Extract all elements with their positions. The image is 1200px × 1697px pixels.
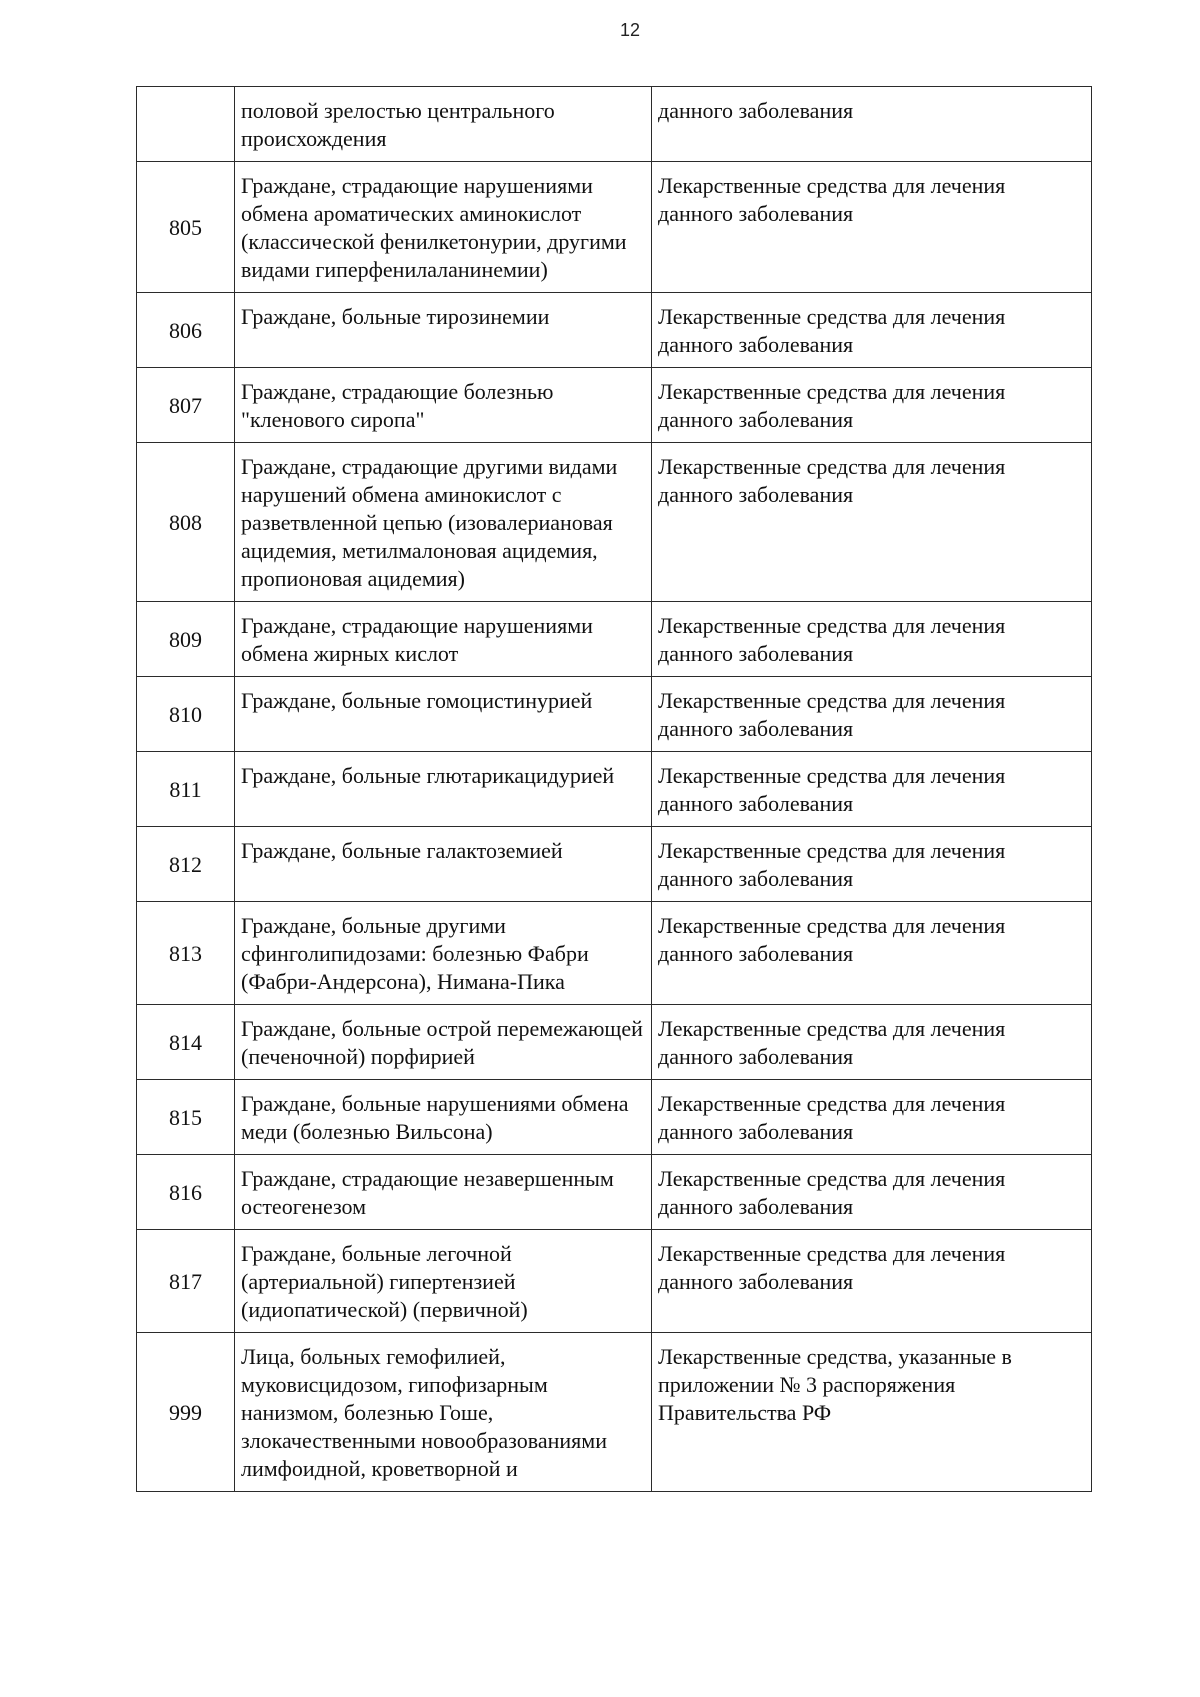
table-row [137, 293, 1092, 368]
row-code: 810 [137, 677, 235, 752]
benefits-table [136, 86, 1092, 1492]
row-code: 809 [137, 602, 235, 677]
row-code: 806 [137, 293, 235, 368]
row-code: 813 [137, 902, 235, 1005]
row-drugs: Лекарственные средства для лечения данного заболевания [652, 162, 1092, 293]
row-code [137, 87, 235, 162]
row-category: Граждане, больные легочной (артериальной) гипертензией (идиопатической) (первичной) [235, 1230, 652, 1333]
row-drugs: Лекарственные средства для лечения данного заболевания [652, 293, 1092, 368]
row-category: Граждане, страдающие незавершенным остеогенезом [235, 1155, 652, 1230]
table-row [137, 443, 1092, 602]
row-category: Граждане, страдающие болезнью "кленового сиропа" [235, 368, 652, 443]
row-drugs: Лекарственные средства для лечения данного заболевания [652, 1080, 1092, 1155]
row-code: 808 [137, 443, 235, 602]
row-code: 999 [137, 1333, 235, 1492]
row-category: Граждане, страдающие нарушениями обмена жирных кислот [235, 602, 652, 677]
row-code: 805 [137, 162, 235, 293]
row-category: Граждане, больные галактоземией [235, 827, 652, 902]
table-row [137, 1333, 1092, 1492]
row-code: 817 [137, 1230, 235, 1333]
table-row [137, 162, 1092, 293]
row-drugs: Лекарственные средства для лечения данного заболевания [652, 443, 1092, 602]
table-row [137, 1155, 1092, 1230]
row-code: 814 [137, 1005, 235, 1080]
row-code: 812 [137, 827, 235, 902]
row-category: Граждане, страдающие другими видами нарушений обмена аминокислот с разветвленной цепью (изовалериановая ацидемия, метилмалоновая ацидемия, пропионовая ацидемия) [235, 443, 652, 602]
row-drugs: Лекарственные средства для лечения данного заболевания [652, 368, 1092, 443]
table-row [137, 1005, 1092, 1080]
row-drugs: Лекарственные средства для лечения данного заболевания [652, 1230, 1092, 1333]
table-row [137, 677, 1092, 752]
row-category: Граждане, больные острой перемежающей (печеночной) порфирией [235, 1005, 652, 1080]
row-category: Граждане, больные нарушениями обмена меди (болезнью Вильсона) [235, 1080, 652, 1155]
row-drugs: Лекарственные средства для лечения данного заболевания [652, 902, 1092, 1005]
row-drugs: Лекарственные средства для лечения данного заболевания [652, 602, 1092, 677]
table-row [137, 752, 1092, 827]
row-category: Граждане, страдающие нарушениями обмена ароматических аминокислот (классической фенилкетонурии, другими видами гиперфенилаланинемии) [235, 162, 652, 293]
row-drugs: данного заболевания [652, 87, 1092, 162]
table-row [137, 902, 1092, 1005]
row-category: Граждане, больные гомоцистинурией [235, 677, 652, 752]
row-drugs: Лекарственные средства для лечения данного заболевания [652, 677, 1092, 752]
row-drugs: Лекарственные средства для лечения данного заболевания [652, 1005, 1092, 1080]
row-code: 816 [137, 1155, 235, 1230]
row-code: 811 [137, 752, 235, 827]
table-row [137, 87, 1092, 162]
row-code: 807 [137, 368, 235, 443]
page-number: 12 [619, 20, 641, 40]
row-drugs: Лекарственные средства, указанные в приложении № 3 распоряжения Правительства РФ [652, 1333, 1092, 1492]
table-row [137, 1080, 1092, 1155]
row-drugs: Лекарственные средства для лечения данного заболевания [652, 827, 1092, 902]
row-category: Лица, больных гемофилией, муковисцидозом, гипофизарным нанизмом, болезнью Гоше, злокачественными новообразованиями лимфоидной, кроветворной и [235, 1333, 652, 1492]
row-category: Граждане, больные глютарикацидурией [235, 752, 652, 827]
row-code: 815 [137, 1080, 235, 1155]
table-row [137, 827, 1092, 902]
row-category: Граждане, больные тирозинемии [235, 293, 652, 368]
table-row [137, 602, 1092, 677]
row-category: половой зрелостью центрального происхождения [235, 87, 652, 162]
table-row [137, 368, 1092, 443]
row-drugs: Лекарственные средства для лечения данного заболевания [652, 1155, 1092, 1230]
table-row [137, 1230, 1092, 1333]
row-category: Граждане, больные другими сфинголипидозами: болезнью Фабри (Фабри-Андерсона), Нимана-Пика [235, 902, 652, 1005]
row-drugs: Лекарственные средства для лечения данного заболевания [652, 752, 1092, 827]
